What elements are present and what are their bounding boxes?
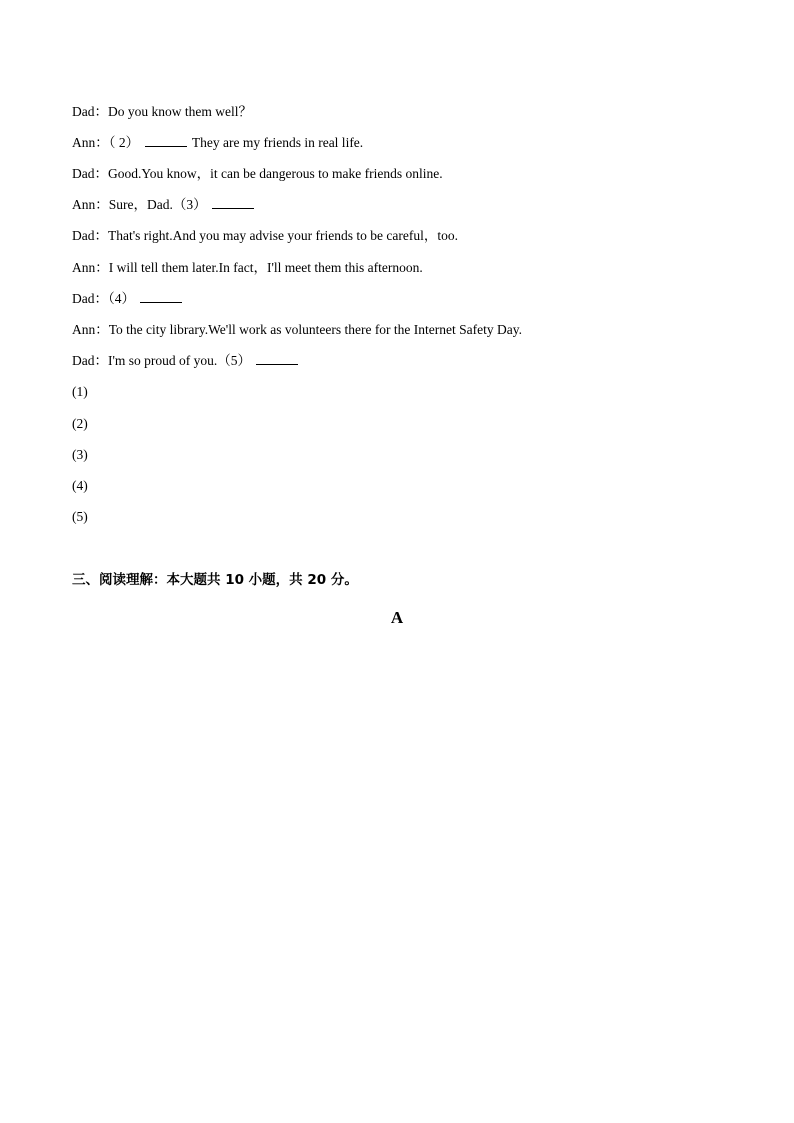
speaker-label: Dad [72, 104, 95, 119]
speaker-colon: ： [95, 322, 109, 337]
speaker-colon: ： [94, 291, 108, 306]
answer-blank-3[interactable] [212, 198, 254, 209]
speaker-colon: ： [94, 166, 108, 181]
answer-number-1: (1) [72, 384, 88, 399]
dialogue-text: Do you know them well？ [108, 104, 252, 119]
dialogue-line-2 [72, 135, 363, 151]
speaker-colon: ： [94, 104, 108, 119]
answer-number-5: (5) [72, 509, 88, 524]
dialogue-text: （ 2） [108, 135, 140, 150]
speaker-colon: ： [95, 197, 109, 212]
dialogue-line-9 [72, 353, 300, 369]
dialogue-text: To the city library.We'll work as volunteers there for the Internet Safety Day. [108, 322, 523, 337]
answer-number-4: (4) [72, 478, 88, 493]
passage-title: A [390, 608, 404, 627]
speaker-colon: ： [95, 135, 109, 150]
dialogue-line-4 [72, 197, 256, 213]
dialogue-line-1 [72, 104, 252, 120]
dialogue-text: （4） [108, 291, 135, 306]
dialogue-text: Good.You know，it can be dangerous to make friends online. [108, 166, 443, 181]
answer-blank-5[interactable] [256, 354, 298, 365]
speaker-colon: ： [95, 260, 109, 275]
speaker-colon: ： [94, 228, 108, 243]
dialogue-text: Sure，Dad.（3） [108, 197, 207, 212]
dialogue-text: I will tell them later.In fact，I'll meet them this afternoon. [108, 260, 423, 275]
speaker-label: Dad [72, 291, 95, 306]
answer-number-3: (3) [72, 447, 88, 462]
speaker-label: Ann [72, 260, 96, 275]
dialogue-text: That's right.And you may advise your friends to be careful，too. [108, 228, 458, 243]
dialogue-line-7 [72, 291, 184, 307]
dialogue-text: I'm so proud of you.（5） [108, 353, 252, 368]
answer-blank-2[interactable] [145, 136, 187, 147]
speaker-colon: ： [94, 353, 108, 368]
speaker-label: Dad [72, 353, 95, 368]
section-heading: 三、阅读理解：本大题共 10 小题，共 20 分。 [72, 572, 358, 588]
speaker-label: Ann [72, 322, 96, 337]
dialogue-line-6 [72, 260, 423, 276]
dialogue-line-3 [72, 166, 443, 182]
dialogue-line-8 [72, 322, 522, 338]
speaker-label: Dad [72, 166, 95, 181]
dialogue-text-after: They are my friends in real life. [191, 135, 364, 150]
answer-number-2: (2) [72, 416, 88, 431]
answer-blank-4[interactable] [140, 292, 182, 303]
speaker-label: Ann [72, 197, 96, 212]
speaker-label: Dad [72, 228, 95, 243]
speaker-label: Ann [72, 135, 96, 150]
dialogue-line-5 [72, 228, 458, 244]
